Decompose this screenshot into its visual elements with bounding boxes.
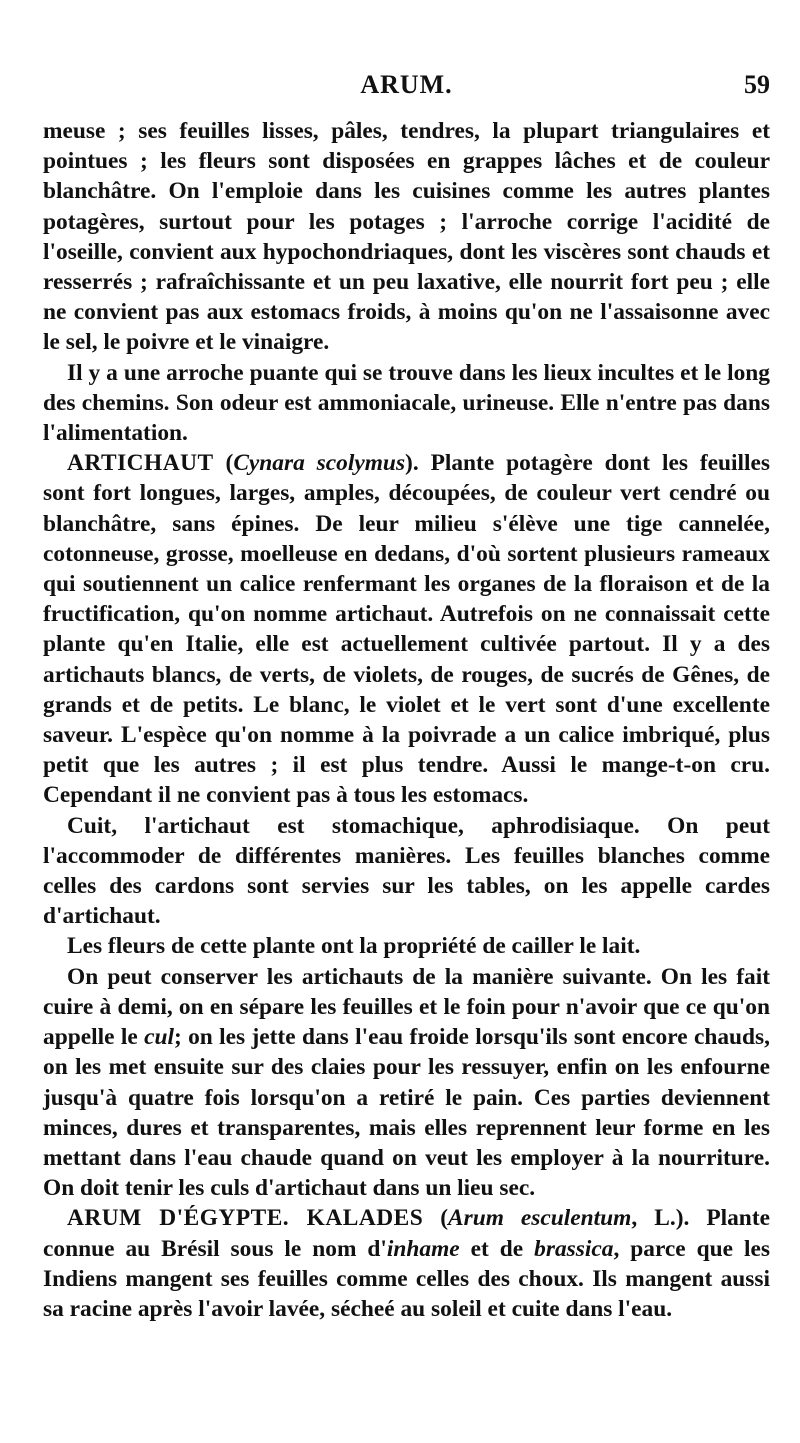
page-number: 59: [744, 70, 770, 99]
running-title: ARUM.: [360, 70, 453, 99]
paragraph-arroche-continued: meuse ; ses feuilles lisses, pâles, tendres, la plupart triangulaires et pointues ; les fleurs sont disposées en grappes lâches et de couleur blanchâtre. On l'emploie dans les cuisines comme les autres plantes potagères, surtout pour les potages ; l'arroche corrige l'acidité de l'oseille, convient aux hypochondriaques, dont les viscères sont chauds et resserrés ; rafraîchissante et un peu laxative, elle nourrit fort peu ; elle ne convient pas aux estomacs froids, à moins qu'on ne l'assaisonne avec le sel, le poivre et le vinaigre.: [43, 118, 770, 356]
entry-head-artichaut: ARTICHAUT: [67, 450, 214, 477]
entry-head-arum: ARUM D'ÉGYPTE. KALADES: [67, 1205, 424, 1232]
paragraph-artichaut-cuit: Cuit, l'artichaut est stomachique, aphrodisiaque. On peut l'accommoder de différentes manières. Les feuilles blanches comme celles des cardons sont servies sur les tables, on les appelle cardes d'artichaut.: [43, 812, 770, 930]
entry-arum-egypte: ARUM D'ÉGYPTE. KALADES (Arum esculentum, L.). Plante connue au Brésil sous le nom d'inhame et de brassica, parce que les Indiens mangent ses feuilles comme celles des choux. Ils mangent aussi sa racine après l'avoir lavée, sécheé au soleil et cuite dans l'eau.: [43, 1205, 770, 1322]
entry-artichaut: ARTICHAUT (Cynara scolymus). Plante potagère dont les feuilles sont fort longues, larges, amples, découpées, de couleur vert cendré ou blanchâtre, sans épines. De leur milieu s'élève une tige cannelée, cotonneuse, grosse, moelleuse en dedans, d'où sortent plusieurs rameaux qui soutiennent un calice renfermant les organes de la floraison et de la fructification, qu'on nomme artichaut. Autrefois on ne connaissait cette plante qu'en Italie, elle est actuellement cultivée partout. Il y a des artichauts blancs, de verts, de violets, de rouges, de sucrés de Gênes, de grands et de petits. Le blanc, le violet et le vert sont d'une excellente saveur. L'espèce qu'on nomme à la poivrade a un calice imbriqué, plus petit que les autres ; il est plus tendre. Aussi le mange-t-on cru. Cependant il ne convient pas à tous les estomacs.: [43, 450, 770, 809]
body-text: [43, 116, 770, 1324]
paragraph-arroche-puante: Il y a une arroche puante qui se trouve dans les lieux incultes et le long des chemins. Son odeur est ammoniacale, urineuse. Elle n'entre pas dans l'alimentation.: [43, 359, 770, 447]
italic-cul: cul: [144, 1024, 174, 1051]
italic-brassica: brassica: [534, 1235, 614, 1262]
italic-inhame: inhame: [386, 1235, 460, 1262]
running-head: [43, 70, 770, 110]
latin-name-arum: Arum esculentum: [448, 1205, 632, 1232]
book-page: [43, 70, 770, 1324]
paragraph-artichaut-conservation: On peut conserver les artichauts de la manière suivante. On les fait cuire à demi, on en sépare les feuilles et le foin pour n'avoir que ce qu'on appelle le cul; on les jette dans l'eau froide lorsqu'ils sont encore chauds, on les met ensuite sur des claies pour les ressuyer, enfin on les enfourne jusqu'à quatre fois lorsqu'on a retiré le pain. Ces parties deviennent minces, dures et transparentes, mais elles reprennent leur forme en les mettant dans l'eau chaude quand on veut les employer à la nourriture. On doit tenir les culs d'artichaut dans un lieu sec.: [43, 963, 770, 1202]
latin-name-cynara: Cynara scolymus: [233, 450, 406, 477]
paragraph-artichaut-fleurs: Les fleurs de cette plante ont la propriété de cailler le lait.: [67, 933, 641, 960]
